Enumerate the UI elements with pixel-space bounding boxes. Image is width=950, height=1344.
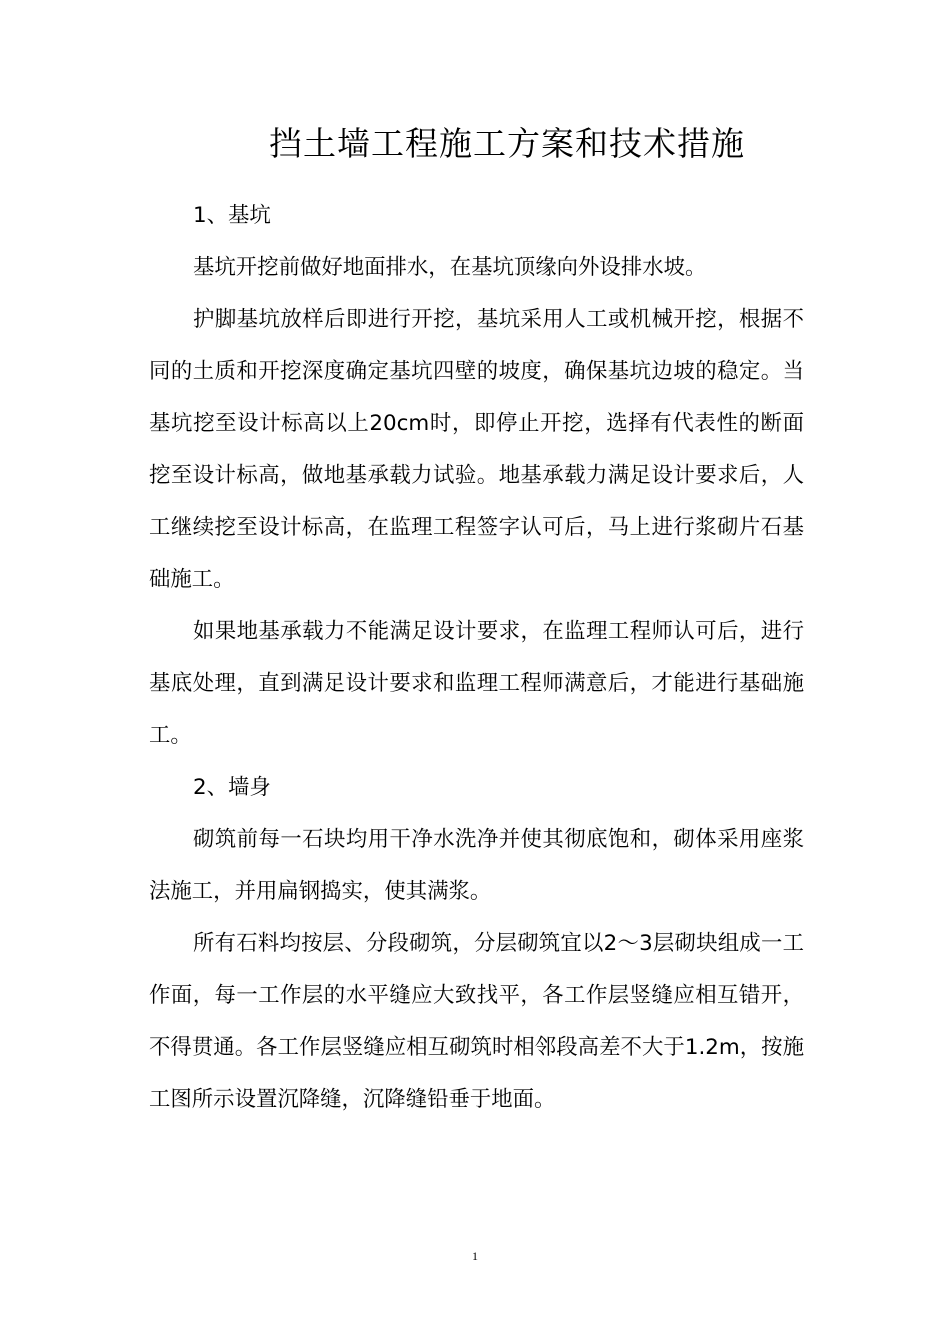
paragraph-wall-masonry-prep: 砌筑前每一石块均用干净水洗净并使其彻底饱和，砌体采用座浆法施工，并用扁钢捣实，使其满浆。 xyxy=(149,827,804,904)
page-number: 1 xyxy=(472,1249,478,1263)
document-body xyxy=(149,190,804,1126)
paragraph-wall-layering: 所有石料均按层、分段砌筑，分层砌筑宜以2～3层砌块组成一工作面，每一工作层的水平缝应大致找平，各工作层竖缝应相互错开，不得贯通。各工作层竖缝应相互砌筑时相邻段高差不大于1.2m，按施工图所示设置沉降缝，沉降缝铅垂于地面。 xyxy=(149,931,804,1112)
paragraph-pit-excavation: 护脚基坑放样后即进行开挖，基坑采用人工或机械开挖，根据不同的土质和开挖深度确定基坑四壁的坡度，确保基坑边坡的稳定。当基坑挖至设计标高以上20cm时，即停止开挖，选择有代表性的断面挖至设计标高，做地基承载力试验。地基承载力满足设计要求后，人工继续挖至设计标高，在监理工程签字认可后，马上进行浆砌片石基础施工。 xyxy=(149,307,804,592)
paragraph-pit-drainage: 基坑开挖前做好地面排水，在基坑顶缘向外设排水坡。 xyxy=(193,255,707,280)
section-heading-wall-body: 2、墙身 xyxy=(193,775,271,800)
section-heading-foundation-pit: 1、基坑 xyxy=(193,203,271,228)
document-title: 挡土墙工程施工方案和技术措施 xyxy=(269,124,745,163)
paragraph-pit-treatment: 如果地基承载力不能满足设计要求，在监理工程师认可后，进行基底处理，直到满足设计要求和监理工程师满意后，才能进行基础施工。 xyxy=(149,619,804,748)
